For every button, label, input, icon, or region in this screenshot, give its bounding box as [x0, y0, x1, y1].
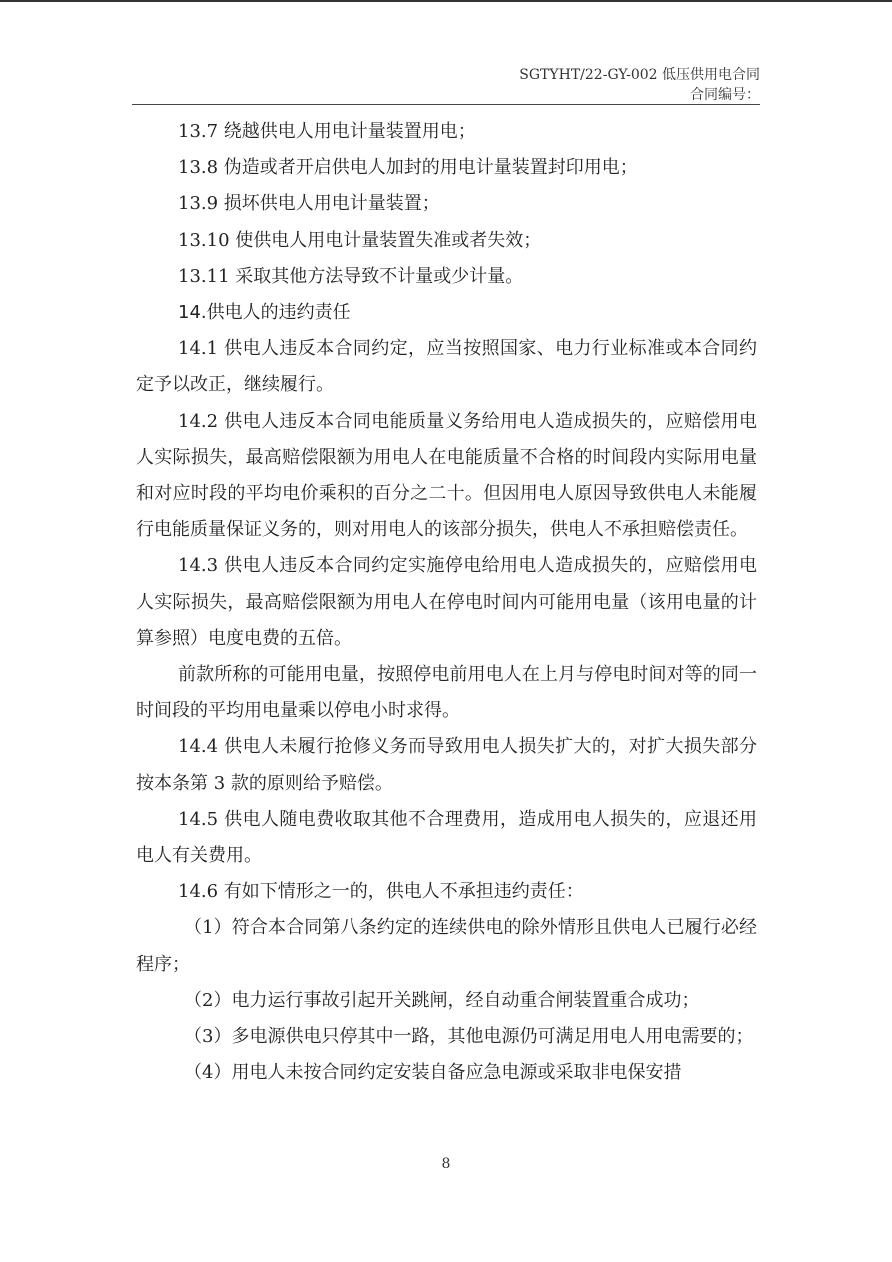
- section-14-heading: 14.供电人的违约责任: [178, 302, 351, 324]
- clause-13-11: 13.11 采取其他方法导致不计量或少计量。: [178, 265, 524, 287]
- clause-14-3: 14.3 供电人违反本合同约定实施停电给用电人造成损失的，应赔偿用电人实际损失，最高赔偿限额为用电人在停电时间内可能用电量（该用电量的计算参照）电度电费的五倍。: [136, 555, 757, 649]
- header-contract-code: SGTYHT/22-GY-002 低压供用电合同: [519, 67, 760, 83]
- clause-14-6-item-3: （3）多电源供电只停其中一路，其他电源仍可满足用电人用电需要的；: [184, 1026, 754, 1048]
- top-border-rule: [0, 0, 892, 2]
- document-body: [136, 114, 757, 1091]
- clause-14-6: 14.6 有如下情形之一的，供电人不承担违约责任：: [178, 881, 584, 903]
- clause-14-1: 14.1 供电人违反本合同约定，应当按照国家、电力行业标准或本合同约定予以改正，继续履行。: [136, 338, 757, 396]
- clause-14-6-item-4: （4）用电人未按合同约定安装自备应急电源或采取非电保安措: [184, 1062, 682, 1084]
- clause-13-9: 13.9 损坏供电人用电计量装置；: [178, 193, 440, 215]
- clause-14-3-note: 前款所称的可能用电量，按照停电前用电人在上月与停电时间对等的同一时间段的平均用电量乘以停电小时求得。: [136, 664, 757, 722]
- clause-14-5: 14.5 供电人随电费收取其他不合理费用，造成用电人损失的，应退还用电人有关费用。: [136, 808, 757, 867]
- clause-14-4: 14.4 供电人未履行抢修义务而导致用电人损失扩大的，对扩大损失部分按本条第 3 款的原则给予赔偿。: [136, 736, 757, 794]
- header-contract-number-label: 合同编号：: [690, 87, 760, 103]
- clause-14-6-item-2: （2）电力运行事故引起开关跳闸，经自动重合闸装置重合成功；: [184, 989, 700, 1011]
- clause-13-10: 13.10 使供电人用电计量装置失准或者失效；: [178, 229, 542, 251]
- header-divider: [132, 104, 760, 105]
- clause-14-2: 14.2 供电人违反本合同电能质量义务给用电人造成损失的，应赔偿用电人实际损失，最高赔偿限额为用电人在电能质量不合格的时间段内实际用电量和对应时段的平均电价乘积的百分之二十。但因用电人原因导致供电人未能履行电能质量保证义务的，则对用电人的该部分损失，供电人不承担赔偿责任。: [136, 410, 757, 541]
- clause-13-7: 13.7 绕越供电人用电计量装置用电；: [178, 121, 476, 142]
- clause-13-8: 13.8 伪造或者开启供电人加封的用电计量装置封印用电；: [178, 157, 638, 179]
- clause-14-6-item-1: （1）符合本合同第八条约定的连续供电的除外情形且供电人已履行必经程序；: [136, 917, 757, 975]
- page-number: 8: [441, 1156, 451, 1172]
